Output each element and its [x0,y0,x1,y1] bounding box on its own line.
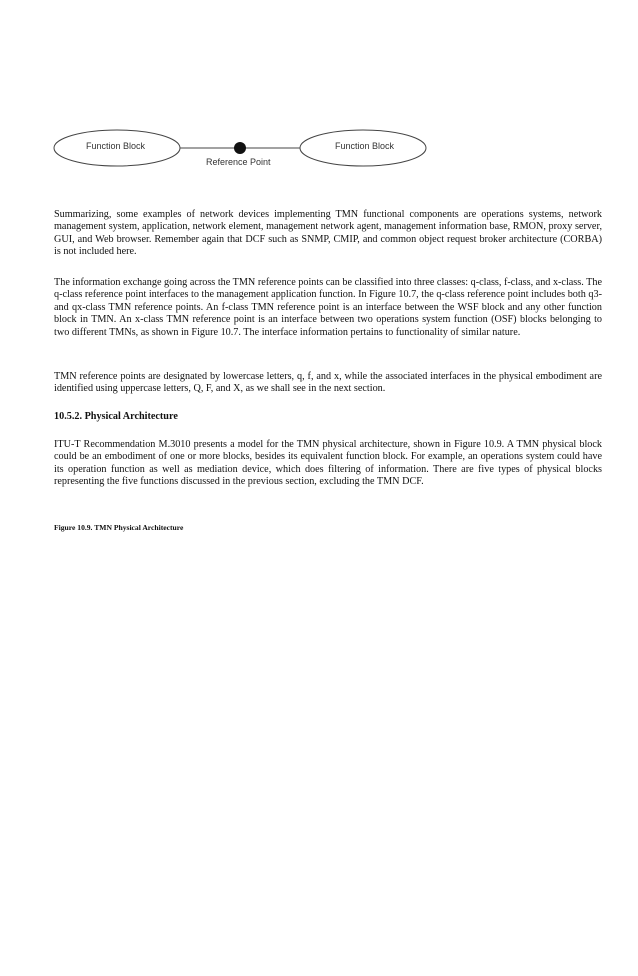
section-heading: 10.5.2. Physical Architecture [54,411,178,422]
left-function-block-label: Function Block [86,141,146,151]
reference-point-label: Reference Point [206,157,271,167]
diagram-graphics [52,126,442,176]
right-function-block-label: Function Block [335,141,395,151]
paragraph-reference-notation: TMN reference points are designated by lowercase letters, q, f, and x, while the associated interfaces in the physical embodiment are identified using uppercase letters, Q, F, and X, as we shall see in the next section. [54,371,602,395]
paragraph-physical-architecture: ITU-T Recommendation M.3010 presents a model for the TMN physical architecture, shown in Figure 10.9. A TMN physical block could be an embodiment of one or more blocks, besides its equivalent function block. For example, an operations system could have its operation function as well as mediation device, which does filtering of information. There are five types of physical blocks representing the five functions discussed in the previous section, excluding the TMN DCF. [54,439,602,488]
reference-point-dot [234,142,246,154]
reference-point-diagram [52,126,442,176]
figure-caption: Figure 10.9. TMN Physical Architecture [54,523,184,532]
paragraph-summary: Summarizing, some examples of network devices implementing TMN functional components are operations systems, network management system, application, network element, management network agent, management information base, RMON, proxy server, GUI, and Web browser. Remember again that DCF such as SNMP, CMIP, and common object request broker architecture (CORBA) is not included here. [54,209,602,258]
paragraph-reference-classes: The information exchange going across the TMN reference points can be classified into three classes: q-class, f-class, and x-class. The q-class reference point interfaces to the management application function. In Figure 10.7, the q-class reference point includes both q3- and qx-class TMN reference points. An f-class TMN reference point is an interface between the WSF block and any other function block in TMN. An x-class TMN reference point is an interface between two operations system function (OSF) blocks belonging to two different TMNs, as shown in Figure 10.7. The interface information pertains to functionality of similar nature. [54,277,602,338]
